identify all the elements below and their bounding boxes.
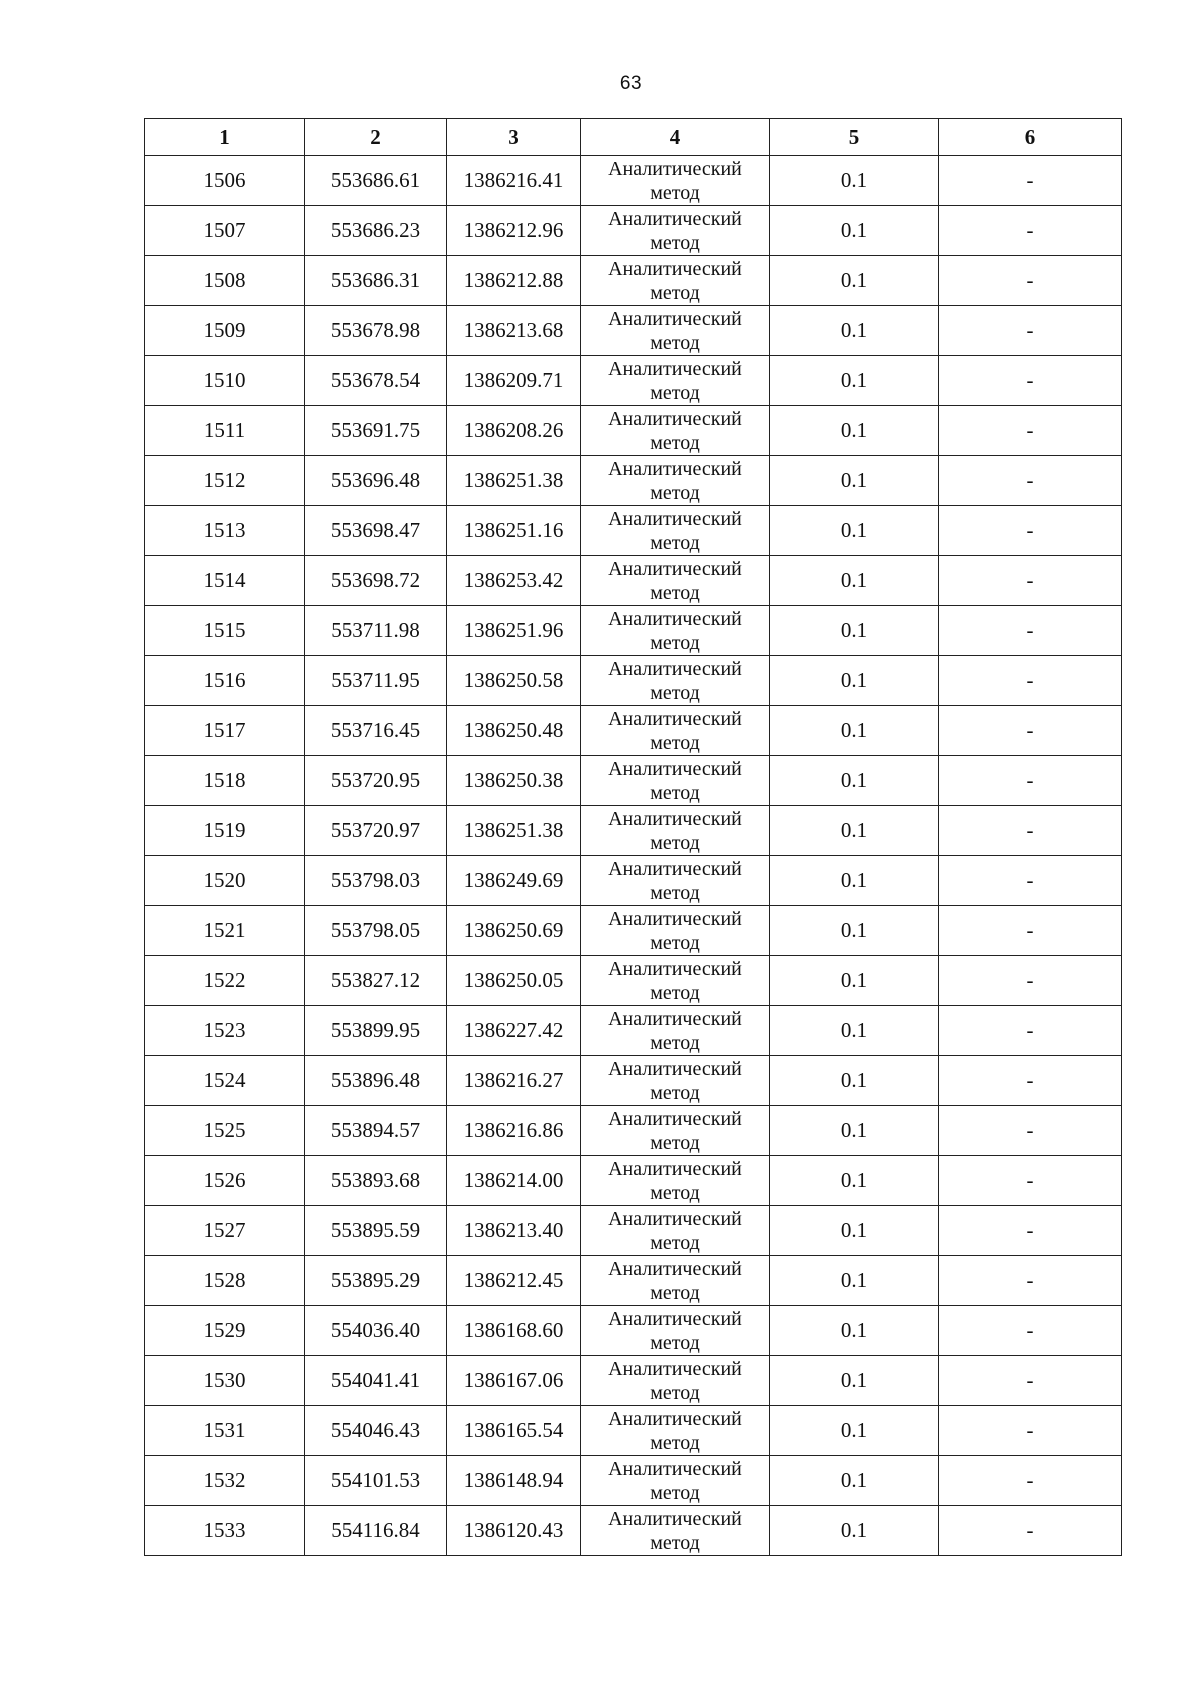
x-coordinate-cell: 553696.48 <box>305 456 447 506</box>
x-coordinate-cell: 553686.31 <box>305 256 447 306</box>
point-number-cell: 1516 <box>145 656 305 706</box>
point-number-cell: 1517 <box>145 706 305 756</box>
accuracy-cell: 0.1 <box>770 1156 939 1206</box>
y-coordinate-cell: 1386216.41 <box>447 156 581 206</box>
table-row <box>145 706 1122 756</box>
y-coordinate-cell: 1386216.27 <box>447 1056 581 1106</box>
x-coordinate-cell: 553678.98 <box>305 306 447 356</box>
method-line-1: Аналитический <box>608 757 742 780</box>
method-line-2: метод <box>650 1431 700 1454</box>
column-header-1: 1 <box>145 119 305 156</box>
note-cell: - <box>939 1056 1122 1106</box>
table-row <box>145 1306 1122 1356</box>
y-coordinate-cell: 1386251.38 <box>447 806 581 856</box>
table-row <box>145 906 1122 956</box>
note-cell: - <box>939 706 1122 756</box>
method-line-2: метод <box>650 881 700 904</box>
point-number-cell: 1518 <box>145 756 305 806</box>
method-line-2: метод <box>650 631 700 654</box>
method-line-2: метод <box>650 1181 700 1204</box>
table-row <box>145 806 1122 856</box>
table-row <box>145 356 1122 406</box>
method-line-1: Аналитический <box>608 1457 742 1480</box>
point-number-cell: 1509 <box>145 306 305 356</box>
x-coordinate-cell: 553698.72 <box>305 556 447 606</box>
coordinates-table <box>144 118 1122 1556</box>
table-row <box>145 1156 1122 1206</box>
x-coordinate-cell: 553686.23 <box>305 206 447 256</box>
method-cell <box>581 556 770 606</box>
header-row <box>145 119 1122 156</box>
x-coordinate-cell: 553895.59 <box>305 1206 447 1256</box>
y-coordinate-cell: 1386250.38 <box>447 756 581 806</box>
y-coordinate-cell: 1386208.26 <box>447 406 581 456</box>
x-coordinate-cell: 553798.03 <box>305 856 447 906</box>
point-number-cell: 1510 <box>145 356 305 406</box>
method-cell <box>581 1006 770 1056</box>
x-coordinate-cell: 553711.95 <box>305 656 447 706</box>
accuracy-cell: 0.1 <box>770 956 939 1006</box>
method-line-2: метод <box>650 931 700 954</box>
x-coordinate-cell: 554101.53 <box>305 1456 447 1506</box>
point-number-cell: 1513 <box>145 506 305 556</box>
x-coordinate-cell: 553711.98 <box>305 606 447 656</box>
method-line-2: метод <box>650 381 700 404</box>
method-line-2: метод <box>650 831 700 854</box>
method-line-2: метод <box>650 981 700 1004</box>
note-cell: - <box>939 1356 1122 1406</box>
x-coordinate-cell: 553691.75 <box>305 406 447 456</box>
accuracy-cell: 0.1 <box>770 856 939 906</box>
accuracy-cell: 0.1 <box>770 156 939 206</box>
method-line-1: Аналитический <box>608 1357 742 1380</box>
table-row <box>145 206 1122 256</box>
point-number-cell: 1526 <box>145 1156 305 1206</box>
method-line-2: метод <box>650 731 700 754</box>
accuracy-cell: 0.1 <box>770 1406 939 1456</box>
x-coordinate-cell: 553720.97 <box>305 806 447 856</box>
accuracy-cell: 0.1 <box>770 1206 939 1256</box>
x-coordinate-cell: 553893.68 <box>305 1156 447 1206</box>
x-coordinate-cell: 553894.57 <box>305 1106 447 1156</box>
x-coordinate-cell: 553720.95 <box>305 756 447 806</box>
x-coordinate-cell: 553686.61 <box>305 156 447 206</box>
note-cell: - <box>939 1506 1122 1556</box>
method-line-2: метод <box>650 1031 700 1054</box>
y-coordinate-cell: 1386250.48 <box>447 706 581 756</box>
point-number-cell: 1523 <box>145 1006 305 1056</box>
method-line-1: Аналитический <box>608 907 742 930</box>
note-cell: - <box>939 1156 1122 1206</box>
method-line-1: Аналитический <box>608 1157 742 1180</box>
x-coordinate-cell: 554036.40 <box>305 1306 447 1356</box>
method-cell <box>581 656 770 706</box>
note-cell: - <box>939 1406 1122 1456</box>
x-coordinate-cell: 553895.29 <box>305 1256 447 1306</box>
table-row <box>145 1056 1122 1106</box>
method-line-1: Аналитический <box>608 557 742 580</box>
method-cell <box>581 906 770 956</box>
y-coordinate-cell: 1386251.96 <box>447 606 581 656</box>
method-line-1: Аналитический <box>608 207 742 230</box>
accuracy-cell: 0.1 <box>770 1306 939 1356</box>
y-coordinate-cell: 1386251.38 <box>447 456 581 506</box>
method-cell <box>581 1506 770 1556</box>
x-coordinate-cell: 553698.47 <box>305 506 447 556</box>
point-number-cell: 1511 <box>145 406 305 456</box>
note-cell: - <box>939 606 1122 656</box>
method-cell <box>581 1206 770 1256</box>
note-cell: - <box>939 806 1122 856</box>
method-line-1: Аналитический <box>608 707 742 730</box>
point-number-cell: 1525 <box>145 1106 305 1156</box>
method-line-2: метод <box>650 1131 700 1154</box>
method-line-1: Аналитический <box>608 957 742 980</box>
method-cell <box>581 1056 770 1106</box>
point-number-cell: 1519 <box>145 806 305 856</box>
table-row <box>145 1106 1122 1156</box>
table-row <box>145 406 1122 456</box>
method-cell <box>581 956 770 1006</box>
point-number-cell: 1527 <box>145 1206 305 1256</box>
method-line-1: Аналитический <box>608 1307 742 1330</box>
method-cell <box>581 306 770 356</box>
point-number-cell: 1508 <box>145 256 305 306</box>
point-number-cell: 1507 <box>145 206 305 256</box>
y-coordinate-cell: 1386249.69 <box>447 856 581 906</box>
table-row <box>145 756 1122 806</box>
method-line-2: метод <box>650 331 700 354</box>
note-cell: - <box>939 1006 1122 1056</box>
accuracy-cell: 0.1 <box>770 1256 939 1306</box>
method-cell <box>581 1256 770 1306</box>
method-line-1: Аналитический <box>608 857 742 880</box>
accuracy-cell: 0.1 <box>770 306 939 356</box>
method-line-1: Аналитический <box>608 607 742 630</box>
method-line-1: Аналитический <box>608 1057 742 1080</box>
table-row <box>145 1456 1122 1506</box>
point-number-cell: 1533 <box>145 1506 305 1556</box>
point-number-cell: 1514 <box>145 556 305 606</box>
method-cell <box>581 1156 770 1206</box>
table-row <box>145 156 1122 206</box>
table-row <box>145 456 1122 506</box>
y-coordinate-cell: 1386216.86 <box>447 1106 581 1156</box>
point-number-cell: 1529 <box>145 1306 305 1356</box>
note-cell: - <box>939 406 1122 456</box>
method-line-1: Аналитический <box>608 457 742 480</box>
method-line-2: метод <box>650 581 700 604</box>
method-cell <box>581 156 770 206</box>
y-coordinate-cell: 1386167.06 <box>447 1356 581 1406</box>
point-number-cell: 1530 <box>145 1356 305 1406</box>
accuracy-cell: 0.1 <box>770 1356 939 1406</box>
point-number-cell: 1528 <box>145 1256 305 1306</box>
method-line-2: метод <box>650 1281 700 1304</box>
x-coordinate-cell: 553678.54 <box>305 356 447 406</box>
y-coordinate-cell: 1386250.58 <box>447 656 581 706</box>
point-number-cell: 1506 <box>145 156 305 206</box>
table-row <box>145 1206 1122 1256</box>
method-line-1: Аналитический <box>608 1107 742 1130</box>
method-line-1: Аналитический <box>608 657 742 680</box>
y-coordinate-cell: 1386165.54 <box>447 1406 581 1456</box>
accuracy-cell: 0.1 <box>770 556 939 606</box>
note-cell: - <box>939 656 1122 706</box>
method-cell <box>581 1456 770 1506</box>
method-cell <box>581 756 770 806</box>
method-cell <box>581 1306 770 1356</box>
y-coordinate-cell: 1386212.96 <box>447 206 581 256</box>
x-coordinate-cell: 554046.43 <box>305 1406 447 1456</box>
method-line-1: Аналитический <box>608 1207 742 1230</box>
accuracy-cell: 0.1 <box>770 506 939 556</box>
method-line-2: метод <box>650 681 700 704</box>
point-number-cell: 1520 <box>145 856 305 906</box>
accuracy-cell: 0.1 <box>770 806 939 856</box>
point-number-cell: 1532 <box>145 1456 305 1506</box>
note-cell: - <box>939 506 1122 556</box>
method-line-1: Аналитический <box>608 157 742 180</box>
method-line-1: Аналитический <box>608 1407 742 1430</box>
y-coordinate-cell: 1386214.00 <box>447 1156 581 1206</box>
accuracy-cell: 0.1 <box>770 1506 939 1556</box>
x-coordinate-cell: 554116.84 <box>305 1506 447 1556</box>
table-row <box>145 856 1122 906</box>
method-cell <box>581 856 770 906</box>
method-line-2: метод <box>650 231 700 254</box>
y-coordinate-cell: 1386213.40 <box>447 1206 581 1256</box>
note-cell: - <box>939 906 1122 956</box>
point-number-cell: 1515 <box>145 606 305 656</box>
accuracy-cell: 0.1 <box>770 606 939 656</box>
method-line-2: метод <box>650 481 700 504</box>
method-cell <box>581 256 770 306</box>
accuracy-cell: 0.1 <box>770 1006 939 1056</box>
x-coordinate-cell: 553798.05 <box>305 906 447 956</box>
y-coordinate-cell: 1386253.42 <box>447 556 581 606</box>
method-cell <box>581 806 770 856</box>
method-line-2: метод <box>650 181 700 204</box>
table-row <box>145 1356 1122 1406</box>
table-row <box>145 1256 1122 1306</box>
y-coordinate-cell: 1386120.43 <box>447 1506 581 1556</box>
table-row <box>145 1406 1122 1456</box>
y-coordinate-cell: 1386250.69 <box>447 906 581 956</box>
x-coordinate-cell: 553896.48 <box>305 1056 447 1106</box>
method-line-1: Аналитический <box>608 257 742 280</box>
y-coordinate-cell: 1386227.42 <box>447 1006 581 1056</box>
method-cell <box>581 356 770 406</box>
column-header-2: 2 <box>305 119 447 156</box>
note-cell: - <box>939 456 1122 506</box>
method-cell <box>581 706 770 756</box>
column-header-3: 3 <box>447 119 581 156</box>
accuracy-cell: 0.1 <box>770 706 939 756</box>
note-cell: - <box>939 306 1122 356</box>
method-line-1: Аналитический <box>608 357 742 380</box>
method-line-2: метод <box>650 531 700 554</box>
method-cell <box>581 606 770 656</box>
point-number-cell: 1522 <box>145 956 305 1006</box>
point-number-cell: 1512 <box>145 456 305 506</box>
column-header-5: 5 <box>770 119 939 156</box>
note-cell: - <box>939 1256 1122 1306</box>
method-cell <box>581 406 770 456</box>
note-cell: - <box>939 1106 1122 1156</box>
accuracy-cell: 0.1 <box>770 256 939 306</box>
accuracy-cell: 0.1 <box>770 406 939 456</box>
y-coordinate-cell: 1386251.16 <box>447 506 581 556</box>
method-line-2: метод <box>650 1481 700 1504</box>
method-line-2: метод <box>650 781 700 804</box>
note-cell: - <box>939 156 1122 206</box>
y-coordinate-cell: 1386168.60 <box>447 1306 581 1356</box>
method-line-2: метод <box>650 1381 700 1404</box>
accuracy-cell: 0.1 <box>770 756 939 806</box>
point-number-cell: 1524 <box>145 1056 305 1106</box>
method-cell <box>581 1356 770 1406</box>
method-cell <box>581 506 770 556</box>
table-row <box>145 956 1122 1006</box>
method-line-1: Аналитический <box>608 807 742 830</box>
method-cell <box>581 1406 770 1456</box>
accuracy-cell: 0.1 <box>770 1056 939 1106</box>
table-row <box>145 1506 1122 1556</box>
method-line-1: Аналитический <box>608 407 742 430</box>
y-coordinate-cell: 1386213.68 <box>447 306 581 356</box>
method-cell <box>581 456 770 506</box>
method-line-1: Аналитический <box>608 307 742 330</box>
note-cell: - <box>939 556 1122 606</box>
point-number-cell: 1521 <box>145 906 305 956</box>
page-number: 63 <box>619 73 643 94</box>
table-header <box>145 119 1122 156</box>
point-number-cell: 1531 <box>145 1406 305 1456</box>
table-row <box>145 306 1122 356</box>
column-header-4: 4 <box>581 119 770 156</box>
accuracy-cell: 0.1 <box>770 1106 939 1156</box>
y-coordinate-cell: 1386209.71 <box>447 356 581 406</box>
note-cell: - <box>939 256 1122 306</box>
x-coordinate-cell: 553899.95 <box>305 1006 447 1056</box>
method-line-2: метод <box>650 1331 700 1354</box>
method-line-2: метод <box>650 1531 700 1554</box>
note-cell: - <box>939 1206 1122 1256</box>
accuracy-cell: 0.1 <box>770 456 939 506</box>
accuracy-cell: 0.1 <box>770 356 939 406</box>
table-row <box>145 256 1122 306</box>
x-coordinate-cell: 554041.41 <box>305 1356 447 1406</box>
table-row <box>145 606 1122 656</box>
method-line-2: метод <box>650 431 700 454</box>
note-cell: - <box>939 856 1122 906</box>
y-coordinate-cell: 1386212.88 <box>447 256 581 306</box>
x-coordinate-cell: 553716.45 <box>305 706 447 756</box>
table-body <box>145 156 1122 1556</box>
accuracy-cell: 0.1 <box>770 906 939 956</box>
column-header-6: 6 <box>939 119 1122 156</box>
accuracy-cell: 0.1 <box>770 206 939 256</box>
table-row <box>145 506 1122 556</box>
method-cell <box>581 1106 770 1156</box>
x-coordinate-cell: 553827.12 <box>305 956 447 1006</box>
table-row <box>145 1006 1122 1056</box>
method-line-2: метод <box>650 1081 700 1104</box>
method-line-1: Аналитический <box>608 1007 742 1030</box>
note-cell: - <box>939 956 1122 1006</box>
accuracy-cell: 0.1 <box>770 656 939 706</box>
note-cell: - <box>939 206 1122 256</box>
y-coordinate-cell: 1386148.94 <box>447 1456 581 1506</box>
note-cell: - <box>939 356 1122 406</box>
accuracy-cell: 0.1 <box>770 1456 939 1506</box>
y-coordinate-cell: 1386250.05 <box>447 956 581 1006</box>
method-cell <box>581 206 770 256</box>
table-row <box>145 656 1122 706</box>
table-row <box>145 556 1122 606</box>
y-coordinate-cell: 1386212.45 <box>447 1256 581 1306</box>
method-line-1: Аналитический <box>608 1507 742 1530</box>
note-cell: - <box>939 1456 1122 1506</box>
note-cell: - <box>939 756 1122 806</box>
method-line-1: Аналитический <box>608 507 742 530</box>
method-line-1: Аналитический <box>608 1257 742 1280</box>
note-cell: - <box>939 1306 1122 1356</box>
method-line-2: метод <box>650 1231 700 1254</box>
method-line-2: метод <box>650 281 700 304</box>
